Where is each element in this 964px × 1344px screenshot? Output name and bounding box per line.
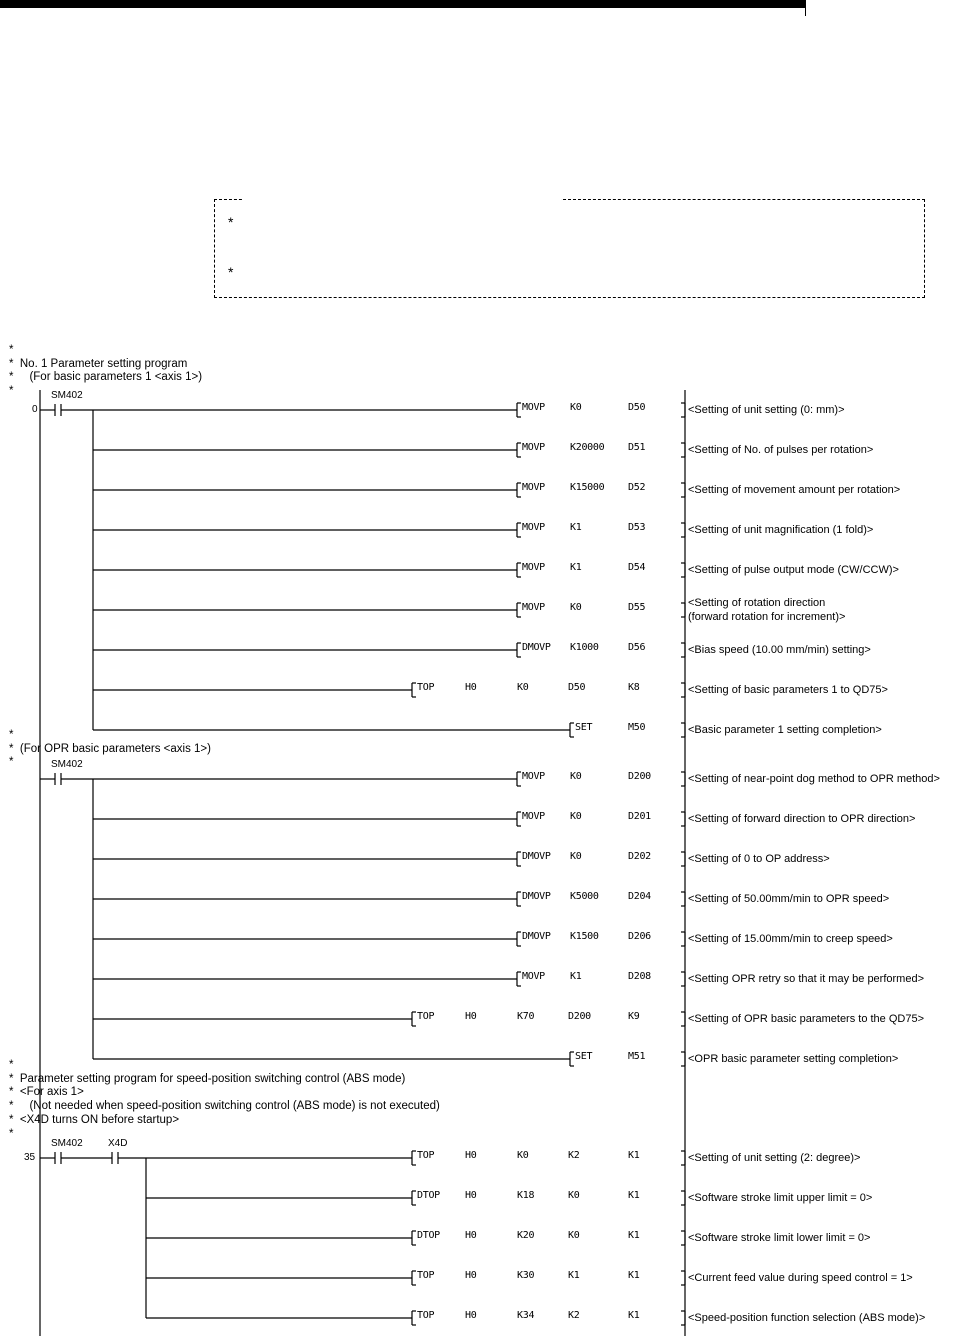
contact-label: SM402	[51, 1138, 83, 1149]
instruction-operand: K1	[568, 1270, 580, 1281]
instruction-operand: M51	[628, 1051, 646, 1062]
rung-comment: <Setting of movement amount per rotation>	[688, 484, 901, 496]
instruction-operand: MOVP	[522, 971, 545, 982]
rung-comment: <Setting of basic parameters 1 to QD75>	[688, 684, 888, 696]
instruction-operand: K1	[628, 1150, 640, 1161]
comment-line: * Parameter setting program for speed-position switching control (ABS mode)	[9, 1072, 406, 1085]
instruction-operand: D50	[628, 402, 646, 413]
instruction-operand: H0	[465, 1230, 477, 1241]
instruction-operand: D55	[628, 602, 646, 613]
comment-line: *	[9, 729, 14, 741]
instruction-operand: MOVP	[522, 562, 545, 573]
rung-comment: <Setting of forward direction to OPR direction>	[688, 813, 916, 825]
rung-comment: <Setting of 50.00mm/min to OPR speed>	[688, 893, 890, 905]
rung-comment: <Software stroke limit upper limit = 0>	[688, 1192, 873, 1204]
comment-line: * (For basic parameters 1 <axis 1>)	[9, 371, 203, 384]
instruction-operand: K9	[628, 1011, 640, 1022]
instruction-operand: K0	[568, 1230, 580, 1241]
instruction-operand: D206	[628, 931, 651, 942]
instruction-operand: K15000	[570, 482, 605, 493]
rung-comment: <Basic parameter 1 setting completion>	[688, 724, 882, 736]
contact-label: SM402	[51, 390, 83, 401]
instruction-operand: DTOP	[417, 1230, 440, 1241]
instruction-operand: TOP	[417, 1150, 435, 1161]
instruction-operand: K18	[517, 1190, 535, 1201]
comment-line: * No. 1 Parameter setting program	[9, 357, 188, 370]
instruction-operand: D51	[628, 442, 646, 453]
instruction-operand: DMOVP	[522, 931, 551, 942]
instruction-operand: K1	[570, 522, 582, 533]
instruction-operand: DMOVP	[522, 851, 551, 862]
instruction-operand: MOVP	[522, 522, 545, 533]
instruction-operand: K8	[628, 682, 640, 693]
instruction-operand: K0	[570, 602, 582, 613]
instruction-operand: DTOP	[417, 1190, 440, 1201]
instruction-operand: K1	[628, 1310, 640, 1321]
instruction-operand: MOVP	[522, 402, 545, 413]
instruction-operand: SET	[575, 1051, 593, 1062]
rung-comment: <Setting of pulse output mode (CW/CCW)>	[688, 564, 899, 576]
instruction-operand: TOP	[417, 1011, 435, 1022]
rung-comment: <Setting OPR retry so that it may be performed>	[688, 973, 924, 985]
instruction-operand: MOVP	[522, 482, 545, 493]
comment-line: *	[9, 1127, 14, 1140]
instruction-operand: DMOVP	[522, 891, 551, 902]
rung-comment: <Setting of near-point dog method to OPR method>	[688, 773, 940, 785]
instruction-operand: TOP	[417, 1270, 435, 1281]
comment-line: *	[9, 1059, 14, 1071]
instruction-operand: MOVP	[522, 442, 545, 453]
instruction-operand: H0	[465, 1310, 477, 1321]
instruction-operand: D54	[628, 562, 646, 573]
instruction-operand: D208	[628, 971, 651, 982]
comment-line: * <For axis 1>	[9, 1086, 84, 1099]
instruction-operand: K0	[517, 682, 529, 693]
comment-line: * (For OPR basic parameters <axis 1>)	[9, 742, 211, 755]
instruction-operand: D53	[628, 522, 646, 533]
instruction-operand: H0	[465, 1190, 477, 1201]
instruction-operand: K1	[570, 562, 582, 573]
instruction-operand: K0	[517, 1150, 529, 1161]
instruction-operand: MOVP	[522, 811, 545, 822]
comment-line: * <X4D turns ON before startup>	[9, 1113, 180, 1126]
instruction-operand: H0	[465, 1011, 477, 1022]
instruction-operand: K1500	[570, 931, 599, 942]
instruction-operand: D200	[628, 771, 651, 782]
instruction-operand: D50	[568, 682, 586, 693]
instruction-operand: MOVP	[522, 771, 545, 782]
instruction-operand: D204	[628, 891, 651, 902]
rung-comment: <Software stroke limit lower limit = 0>	[688, 1232, 871, 1244]
rung-comment: <Setting of unit setting (0: mm)>	[688, 404, 845, 416]
instruction-operand: D202	[628, 851, 651, 862]
rung-comment: <Bias speed (10.00 mm/min) setting>	[688, 644, 871, 656]
instruction-operand: M50	[628, 722, 646, 733]
instruction-operand: H0	[465, 682, 477, 693]
instruction-operand: K30	[517, 1270, 535, 1281]
instruction-operand: D56	[628, 642, 646, 653]
comment-line: *	[9, 344, 14, 356]
instruction-operand: D201	[628, 811, 651, 822]
rung-comment: <Setting of 0 to OP address>	[688, 853, 830, 865]
rung-comment: <Speed-position function selection (ABS mode)>	[688, 1312, 926, 1324]
instruction-operand: K1	[628, 1270, 640, 1281]
contact-label: SM402	[51, 759, 83, 770]
instruction-operand: D200	[568, 1011, 591, 1022]
instruction-operand: K1	[570, 971, 582, 982]
instruction-operand: K0	[570, 811, 582, 822]
instruction-operand: K2	[568, 1310, 580, 1321]
instruction-operand: K34	[517, 1310, 535, 1321]
instruction-operand: K20000	[570, 442, 605, 453]
instruction-operand: K0	[570, 402, 582, 413]
rung-comment: <Setting of 15.00mm/min to creep speed>	[688, 933, 893, 945]
instruction-operand: H0	[465, 1150, 477, 1161]
rung-comment: <Setting of unit setting (2: degree)>	[688, 1152, 861, 1164]
note-star-2: *	[228, 264, 234, 280]
contact-label: X4D	[108, 1138, 128, 1149]
instruction-operand: MOVP	[522, 602, 545, 613]
rung-comment: <Setting of rotation direction (forward rotation for increment)>	[688, 597, 846, 623]
comment-line: * (Not needed when speed-position switching control (ABS mode) is not executed)	[9, 1100, 440, 1113]
instruction-operand: K2	[568, 1150, 580, 1161]
step-number: 35	[24, 1152, 36, 1163]
instruction-operand: H0	[465, 1270, 477, 1281]
rung-comment: <Setting of OPR basic parameters to the QD75>	[688, 1013, 925, 1025]
instruction-operand: K1	[628, 1190, 640, 1201]
step-number: 0	[32, 404, 38, 415]
instruction-operand: K70	[517, 1011, 535, 1022]
rung-comment: <Current feed value during speed control = 1>	[688, 1272, 913, 1284]
rung-comment: <Setting of unit magnification (1 fold)>	[688, 524, 874, 536]
rung-comment: <OPR basic parameter setting completion>	[688, 1053, 899, 1065]
instruction-operand: K20	[517, 1230, 535, 1241]
instruction-operand: K0	[570, 771, 582, 782]
instruction-operand: K0	[568, 1190, 580, 1201]
instruction-operand: K1	[628, 1230, 640, 1241]
instruction-operand: TOP	[417, 682, 435, 693]
comment-line: *	[9, 756, 14, 769]
instruction-operand: D52	[628, 482, 646, 493]
rung-comment: <Setting of No. of pulses per rotation>	[688, 444, 874, 456]
instruction-operand: K1000	[570, 642, 599, 653]
instruction-operand: K5000	[570, 891, 599, 902]
instruction-operand: DMOVP	[522, 642, 551, 653]
instruction-operand: SET	[575, 722, 593, 733]
instruction-operand: K0	[570, 851, 582, 862]
instruction-operand: TOP	[417, 1310, 435, 1321]
comment-line: *	[9, 385, 14, 398]
note-star-1: *	[228, 214, 234, 230]
